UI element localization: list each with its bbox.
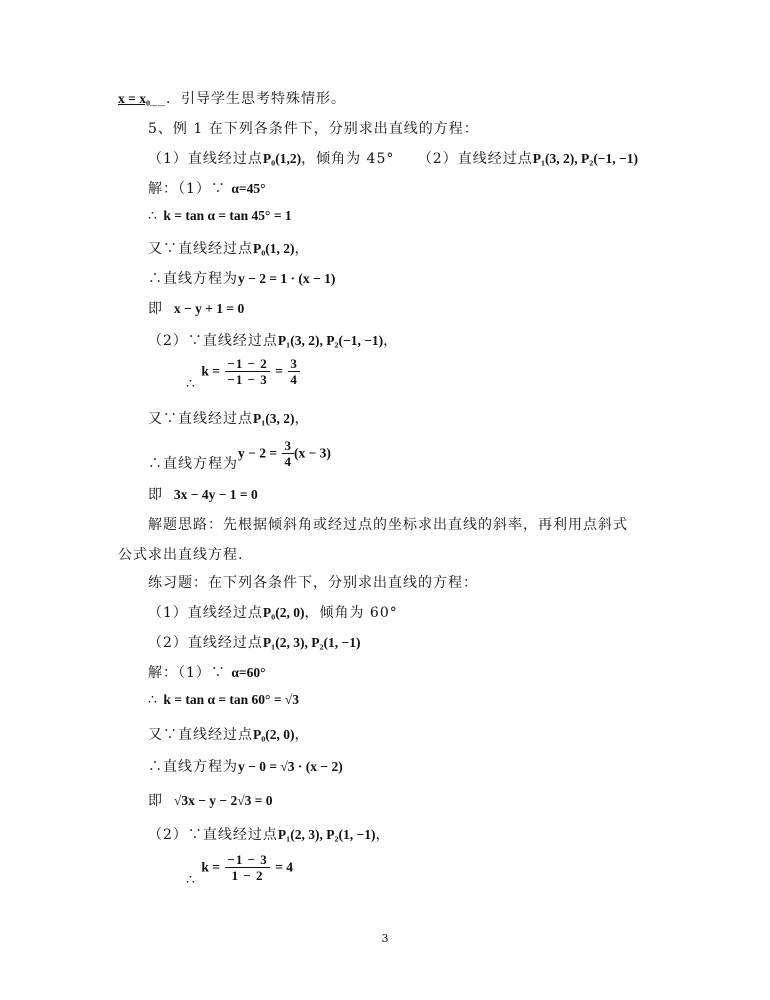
practice-equation-1 — [148, 756, 343, 776]
math: P₁(3, 2) — [253, 411, 295, 426]
text: ∴ — [186, 375, 196, 392]
math: 3x − 4y − 1 = 0 — [173, 487, 258, 502]
text: ， — [375, 827, 391, 843]
math: y − 2 = 1 · (x − 1) — [238, 271, 336, 286]
math: P₀(2, 0) — [262, 605, 305, 620]
text: ， — [294, 411, 310, 427]
result-2 — [148, 484, 258, 504]
point-2 — [148, 408, 310, 428]
text: 即 — [148, 301, 163, 317]
math: P₁(2, 3), P₂(1, −1) — [262, 635, 361, 650]
text: ∴ — [148, 692, 158, 708]
text: ∴ — [186, 871, 196, 888]
math: k = tan α = tan 45° = 1 — [163, 208, 292, 223]
page-number: 3 — [381, 932, 389, 945]
math: y − 2 = — [238, 445, 278, 461]
math: k = tan α = tan 60° = √3 — [163, 692, 300, 707]
math: P₁(2, 3), P₂(1, −1) — [277, 827, 376, 842]
math: √3x − y − 2√3 = 0 — [173, 793, 273, 808]
text: （2）∵直线经过点 — [148, 827, 278, 843]
text: 即 — [148, 487, 163, 503]
math: P₁(3, 2), P₂(−1, −1) — [277, 333, 384, 348]
numerator: −1 − 2 — [227, 356, 268, 371]
equation-2 — [148, 438, 331, 472]
math-x-eq-x0: x = x₀ — [118, 91, 150, 106]
example-1-heading: 5、例 1 在下列各条件下，分别求出直线的方程： — [148, 121, 479, 137]
text: ， — [383, 333, 399, 349]
text: ，倾角为 60° — [304, 605, 398, 621]
denominator: 1 − 2 — [231, 868, 264, 883]
math: = 4 — [275, 859, 294, 875]
text: ∴ — [148, 208, 158, 224]
math: y − 0 = √3 · (x − 2) — [238, 759, 343, 774]
math: P₁(3, 2), P₂(−1, −1) — [532, 151, 638, 166]
denominator: −1 − 3 — [227, 372, 268, 387]
text: （1）直线经过点 — [148, 151, 263, 167]
math: α=45° — [231, 181, 266, 196]
text: 又∵直线经过点 — [148, 411, 253, 427]
denominator: 4 — [284, 454, 292, 469]
text: 又∵直线经过点 — [148, 727, 253, 743]
practice-solution-start — [148, 662, 266, 682]
practice-point-1 — [148, 724, 310, 744]
math: P₀(2, 0) — [253, 727, 295, 742]
practice-1 — [148, 602, 398, 622]
fraction — [225, 356, 269, 387]
solution-idea-cont: 公式求出直线方程. — [118, 547, 244, 563]
practice-part-2-points — [148, 824, 390, 844]
math: P₀(1, 2) — [253, 241, 295, 256]
fraction — [225, 852, 269, 883]
slope-2 — [186, 356, 300, 392]
math: k = — [201, 859, 220, 875]
numerator: 3 — [290, 356, 298, 371]
part-2-points — [148, 330, 398, 350]
math: = — [275, 363, 283, 379]
math: P₀(1,2) — [262, 151, 302, 166]
math: (x − 3) — [293, 445, 331, 461]
point-1 — [148, 238, 310, 258]
solution-1-start — [148, 178, 266, 198]
practice-slope-1 — [148, 692, 299, 708]
example-1-conditions — [148, 148, 638, 168]
text: 解：（1）∵ — [148, 665, 226, 681]
equation-1 — [148, 268, 335, 288]
math: k = — [201, 363, 220, 379]
text: ∴直线方程为 — [148, 455, 238, 472]
practice-heading: 练习题：在下列各条件下，分别求出直线的方程： — [148, 575, 478, 591]
fraction — [288, 356, 300, 387]
text: ∴直线方程为 — [148, 759, 238, 775]
text: ， — [294, 241, 310, 257]
text: 解：（1）∵ — [148, 181, 226, 197]
text: ， — [294, 727, 310, 743]
text: （2）∵直线经过点 — [148, 333, 278, 349]
practice-slope-2 — [186, 852, 294, 888]
text: （1）直线经过点 — [148, 605, 263, 621]
text: ，倾角为 45° — [301, 151, 395, 167]
text: 又∵直线经过点 — [148, 241, 253, 257]
math: α=60° — [231, 665, 266, 680]
slope-1 — [148, 208, 292, 224]
fraction — [282, 438, 294, 469]
numerator: −1 − 3 — [227, 852, 268, 867]
practice-result-1 — [148, 790, 273, 810]
denominator: 4 — [290, 372, 298, 387]
numerator: 3 — [284, 438, 292, 453]
text: __．引导学生思考特殊情形。 — [150, 91, 346, 107]
solution-idea: 解题思路：先根据倾斜角或经过点的坐标求出直线的斜率，再利用点斜式 — [148, 517, 628, 533]
text: 即 — [148, 793, 163, 809]
result-1 — [148, 298, 244, 318]
line-special-case — [118, 88, 346, 108]
text: （2）直线经过点 — [417, 151, 533, 167]
practice-2 — [148, 632, 360, 652]
text: ∴直线方程为 — [148, 271, 238, 287]
math: x − y + 1 = 0 — [173, 301, 245, 316]
text: （2）直线经过点 — [148, 635, 263, 651]
